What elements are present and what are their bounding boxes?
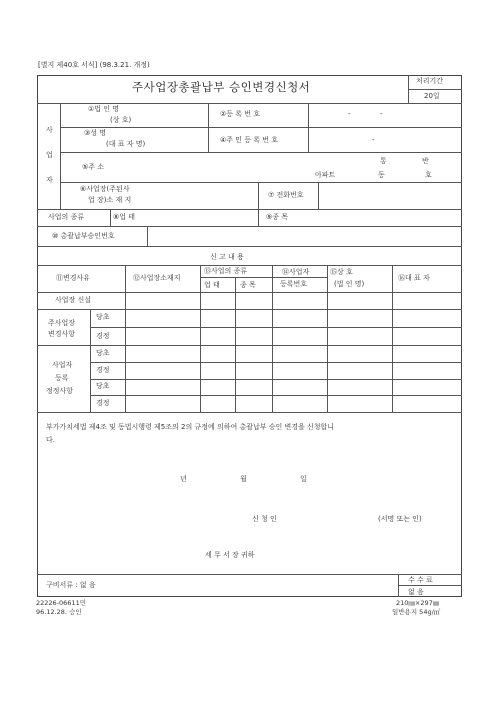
address-dong: 동	[378, 171, 385, 179]
reg-revised-2: 경정	[96, 399, 110, 407]
regno-dash-2: -	[380, 110, 383, 118]
footer-date: 96.12.28. 승인	[36, 608, 82, 616]
address-apt: 아파트	[315, 171, 336, 179]
col-location: ⑫사업장소재지	[133, 274, 181, 282]
applicant-side-char-1: 사	[46, 126, 53, 134]
address-ho: 호	[425, 171, 432, 179]
phone-label: ⑦ 전화번호	[268, 191, 304, 199]
col-biztype: ⑬사업의 종류	[204, 267, 248, 275]
col-biztype-item: 종 목	[240, 281, 256, 289]
main-change-revised: 경정	[96, 332, 110, 340]
corp-name-label: ①법 인 명	[88, 105, 120, 113]
page-title: 주사업장총괄납부 승인변경신청서	[132, 80, 311, 94]
representative-sub: (대 표 자 명)	[106, 140, 146, 148]
reg-revised-1: 경정	[96, 366, 110, 374]
footer-code: 22226-06611민	[36, 599, 86, 607]
item-label: ⑨종 목	[266, 213, 289, 221]
address-tong: 통	[380, 157, 387, 165]
address-ban: 반	[422, 157, 429, 165]
col-biztype-category: 업 태	[204, 281, 220, 289]
applicant-label: 신 청 인	[252, 515, 277, 523]
representative-label: ③성 명	[84, 129, 107, 137]
workplace-label-line1: ⑥사업장(주된사	[80, 185, 130, 193]
statement-line1: 부가가치세법 제4조 및 동법시행령 제5조의 2의 규정에 의하여 총괄납부 승인 변경을 신청합니	[46, 423, 335, 431]
report-section-title: 신 고 내 용	[210, 253, 244, 261]
col-reason: ⑪변경사유	[56, 274, 91, 282]
col-regno-line2: 등록번호	[280, 280, 308, 288]
row-new-workplace: 사업장 신설	[55, 296, 92, 304]
recipient: 세 무 서 장 귀하	[205, 551, 255, 559]
main-change-original: 당초	[96, 313, 110, 321]
processing-period-label: 처리기간	[416, 77, 444, 85]
date-day: 일	[300, 475, 307, 483]
col-representative: ⑯대 표 자	[398, 274, 430, 282]
date-month: 월	[240, 475, 247, 483]
paper-type: 일반용지 54g/㎡	[392, 608, 441, 616]
processing-period-value: 20일	[424, 92, 440, 100]
row-reg-line3: 정정사항	[46, 387, 74, 395]
documents-label: 구비서류 : 없 음	[46, 581, 96, 589]
row-reg-line1: 사업자	[52, 361, 73, 369]
reg-original-1: 당초	[96, 349, 110, 357]
category-label: ⑧업 태	[113, 213, 136, 221]
row-reg-line2: 등록	[55, 374, 69, 382]
applicant-side-char-2: 업	[46, 151, 53, 159]
applicant-side-char-3: 자	[46, 176, 53, 184]
fee-label: 수 수 료	[408, 576, 433, 584]
date-year: 년	[180, 475, 187, 483]
resno-dash: -	[372, 136, 375, 144]
form-header: [별지 제40호 서식] (98.3.21. 개정)	[38, 61, 150, 69]
reg-original-2: 당초	[96, 382, 110, 390]
paper-size: 210㎜×297㎜	[396, 599, 440, 607]
row-main-change-line1: 주사업장	[48, 319, 76, 327]
resident-number-label: ④주 민 등 록 번 호	[220, 136, 278, 144]
fee-value: 없 음	[408, 588, 424, 596]
signature-note: (서명 또는 인)	[378, 515, 422, 523]
regno-dash-1: -	[348, 110, 351, 118]
workplace-label-line2: 업 장)소 재 지	[88, 196, 132, 204]
col-trade-line2: (법 인 명)	[334, 280, 365, 288]
statement-line2: 다.	[46, 436, 55, 444]
address-label: ⑤주 소	[82, 163, 105, 171]
col-trade-line1: ⑮상 호	[330, 268, 353, 276]
biz-type-label: 사업의 종류	[48, 213, 85, 221]
approval-number-label: ⑩ 총괄납부승인번호	[52, 232, 115, 240]
trade-name-sub: (상 호)	[110, 116, 132, 124]
col-regno-line1: ⑭사업자	[282, 268, 310, 276]
registration-number-label: ②등 록 번 호	[220, 110, 260, 118]
row-main-change-line2: 변경사항	[48, 330, 76, 338]
